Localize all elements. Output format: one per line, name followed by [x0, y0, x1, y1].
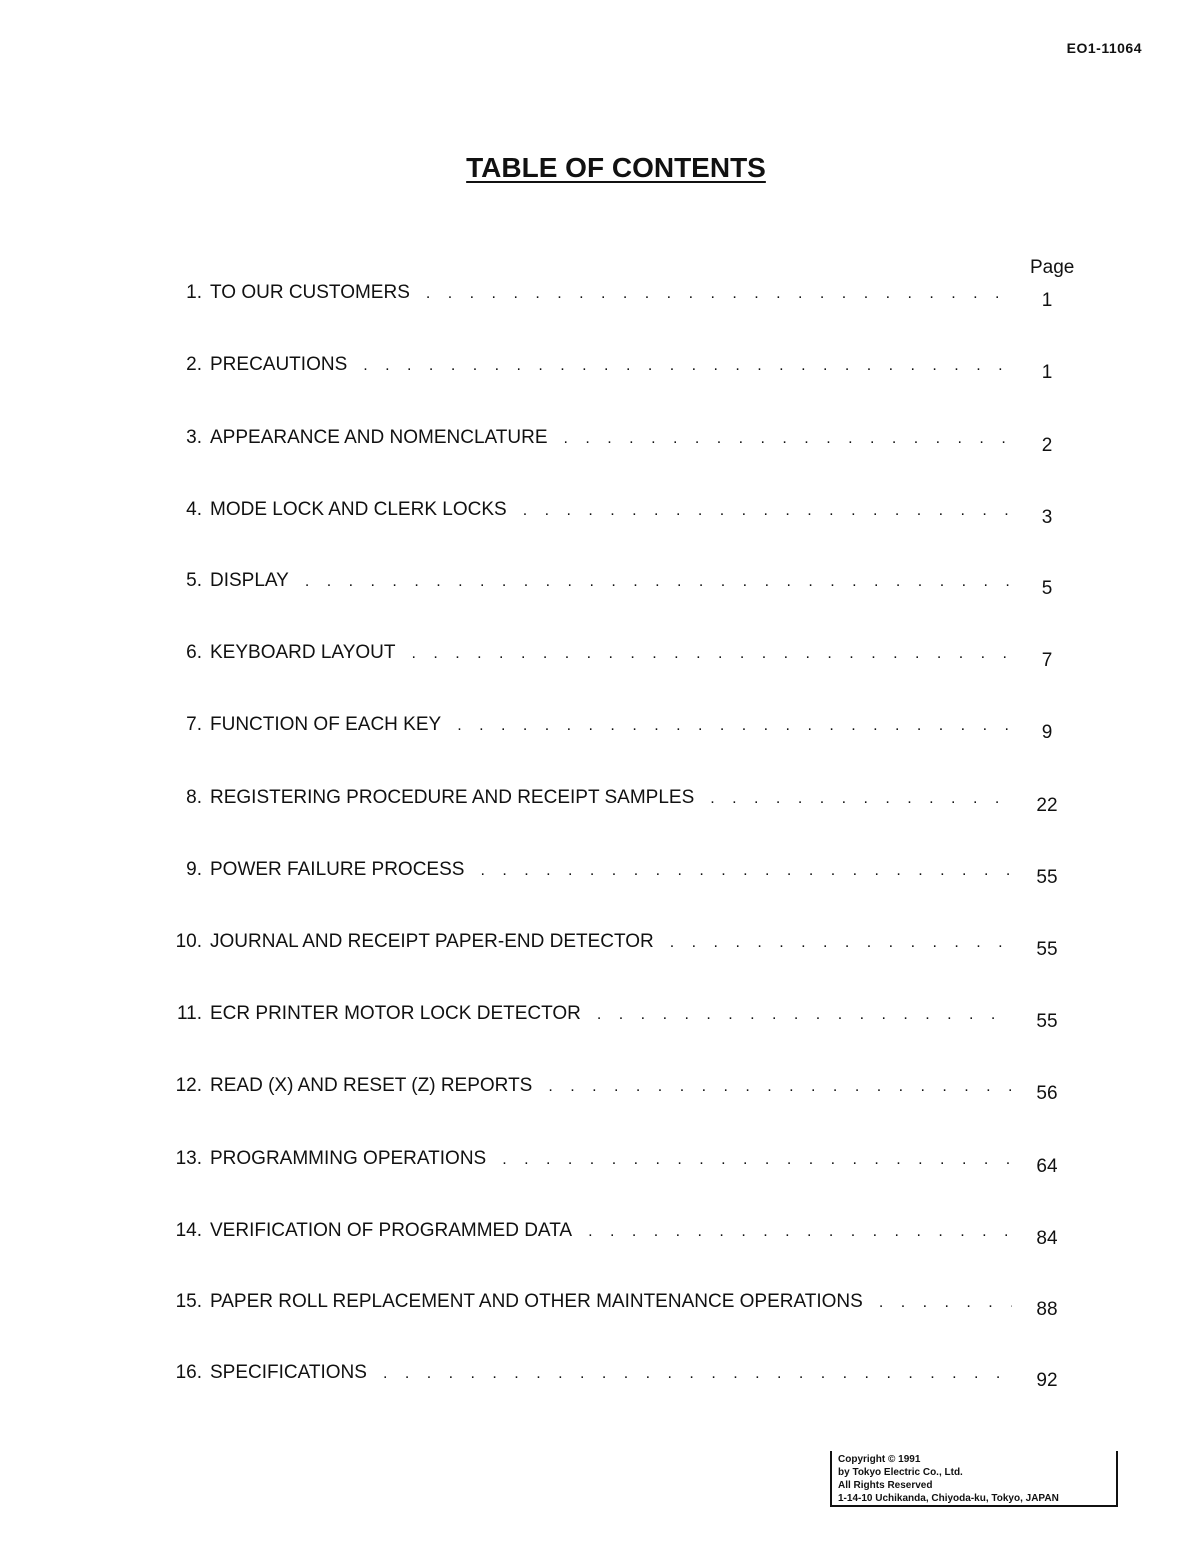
toc-title: PRECAUTIONS [210, 354, 348, 375]
dot-leader [457, 716, 1012, 736]
toc-title: TO OUR CUSTOMERS [210, 282, 410, 303]
toc-number: 15. [175, 1291, 202, 1312]
toc-entry[interactable] [158, 995, 1068, 1032]
toc-page-number: 22 [1036, 795, 1058, 816]
dot-leader [588, 1222, 1012, 1242]
toc-number: 4. [186, 499, 202, 520]
dot-leader [305, 572, 1012, 592]
copyright-line: Copyright © 1991 [838, 1454, 921, 1465]
toc-page-number: 7 [1041, 650, 1053, 671]
toc-title: REGISTERING PROCEDURE AND RECEIPT SAMPLES [210, 787, 695, 808]
toc-page-number: 9 [1041, 722, 1053, 743]
document-id: EO1-11064 [1066, 40, 1142, 56]
dot-leader [879, 1293, 1012, 1313]
toc-entry[interactable] [158, 779, 1068, 816]
toc-page-number: 64 [1036, 1156, 1058, 1177]
toc-title: KEYBOARD LAYOUT [210, 642, 396, 663]
dot-leader [363, 356, 1012, 376]
toc-page-number: 55 [1036, 939, 1058, 960]
dot-leader [710, 789, 1012, 809]
copyright-line: by Tokyo Electric Co., Ltd. [838, 1467, 963, 1478]
toc-entry[interactable] [158, 851, 1068, 888]
toc-number: 3. [186, 427, 202, 448]
dot-leader [564, 429, 1013, 449]
toc-number: 11. [176, 1003, 202, 1024]
toc-entry[interactable] [158, 274, 1068, 311]
toc-title: FUNCTION OF EACH KEY [210, 714, 442, 735]
page-column-label: Page [1030, 257, 1075, 278]
dot-leader [426, 284, 1012, 304]
toc-title: SPECIFICATIONS [210, 1362, 367, 1383]
toc-number: 13. [175, 1148, 202, 1169]
dot-leader [523, 501, 1012, 521]
toc-number: 5. [186, 570, 202, 591]
toc-title: APPEARANCE AND NOMENCLATURE [210, 427, 548, 448]
copyright-box [830, 1451, 1118, 1507]
toc-title: ECR PRINTER MOTOR LOCK DETECTOR [210, 1003, 581, 1024]
toc-title: MODE LOCK AND CLERK LOCKS [210, 499, 507, 520]
toc-title: PROGRAMMING OPERATIONS [210, 1148, 487, 1169]
dot-leader [548, 1077, 1012, 1097]
toc-entry[interactable] [158, 1283, 1068, 1320]
toc-page-number: 2 [1041, 435, 1053, 456]
dot-leader [383, 1364, 1012, 1384]
toc-entry[interactable] [158, 1140, 1068, 1177]
toc-number: 10. [175, 931, 202, 952]
toc-page-number: 84 [1036, 1228, 1058, 1249]
toc-number: 12. [175, 1075, 202, 1096]
toc-entry[interactable] [158, 346, 1068, 383]
toc-number: 8. [186, 787, 202, 808]
toc-entry[interactable] [158, 706, 1068, 743]
toc-page-number: 92 [1036, 1370, 1058, 1391]
toc-entry[interactable] [158, 1212, 1068, 1249]
dot-leader [597, 1005, 1012, 1025]
toc-number: 1. [186, 282, 202, 303]
toc-number: 6. [186, 642, 202, 663]
toc-entry[interactable] [158, 491, 1068, 528]
toc-title: JOURNAL AND RECEIPT PAPER-END DETECTOR [210, 931, 654, 952]
toc-entry[interactable] [158, 923, 1068, 960]
toc-entry[interactable] [158, 419, 1068, 456]
toc-page-number: 55 [1036, 1011, 1058, 1032]
toc-page-number: 1 [1041, 362, 1053, 383]
toc-title: PAPER ROLL REPLACEMENT AND OTHER MAINTENANCE OPERATIONS [210, 1291, 863, 1312]
toc-number: 16. [175, 1362, 202, 1383]
dot-leader [411, 644, 1012, 664]
copyright-line: All Rights Reserved [838, 1480, 933, 1491]
page-title: TABLE OF CONTENTS [466, 152, 766, 183]
toc-page-number: 1 [1041, 290, 1053, 311]
dot-leader [502, 1150, 1012, 1170]
toc-title: READ (X) AND RESET (Z) REPORTS [210, 1075, 533, 1096]
toc-title: VERIFICATION OF PROGRAMMED DATA [210, 1220, 573, 1241]
toc-title: DISPLAY [210, 570, 289, 591]
copyright-line: 1-14-10 Uchikanda, Chiyoda-ku, Tokyo, JAPAN [838, 1493, 1059, 1504]
toc-title: POWER FAILURE PROCESS [210, 859, 465, 880]
toc-page-number: 56 [1036, 1083, 1058, 1104]
toc-number: 7. [186, 714, 202, 735]
toc-page-number: 55 [1036, 867, 1058, 888]
toc-entry[interactable] [158, 1067, 1068, 1104]
toc-entry[interactable] [158, 562, 1068, 599]
toc-entry[interactable] [158, 1354, 1068, 1391]
dot-leader [480, 861, 1012, 881]
toc-number: 14. [175, 1220, 202, 1241]
toc-page-number: 5 [1041, 578, 1053, 599]
toc-page-number: 3 [1041, 507, 1053, 528]
toc-number: 9. [186, 859, 202, 880]
toc-number: 2. [186, 354, 202, 375]
toc-entry[interactable] [158, 634, 1068, 671]
toc-page-number: 88 [1036, 1299, 1058, 1320]
dot-leader [670, 933, 1012, 953]
